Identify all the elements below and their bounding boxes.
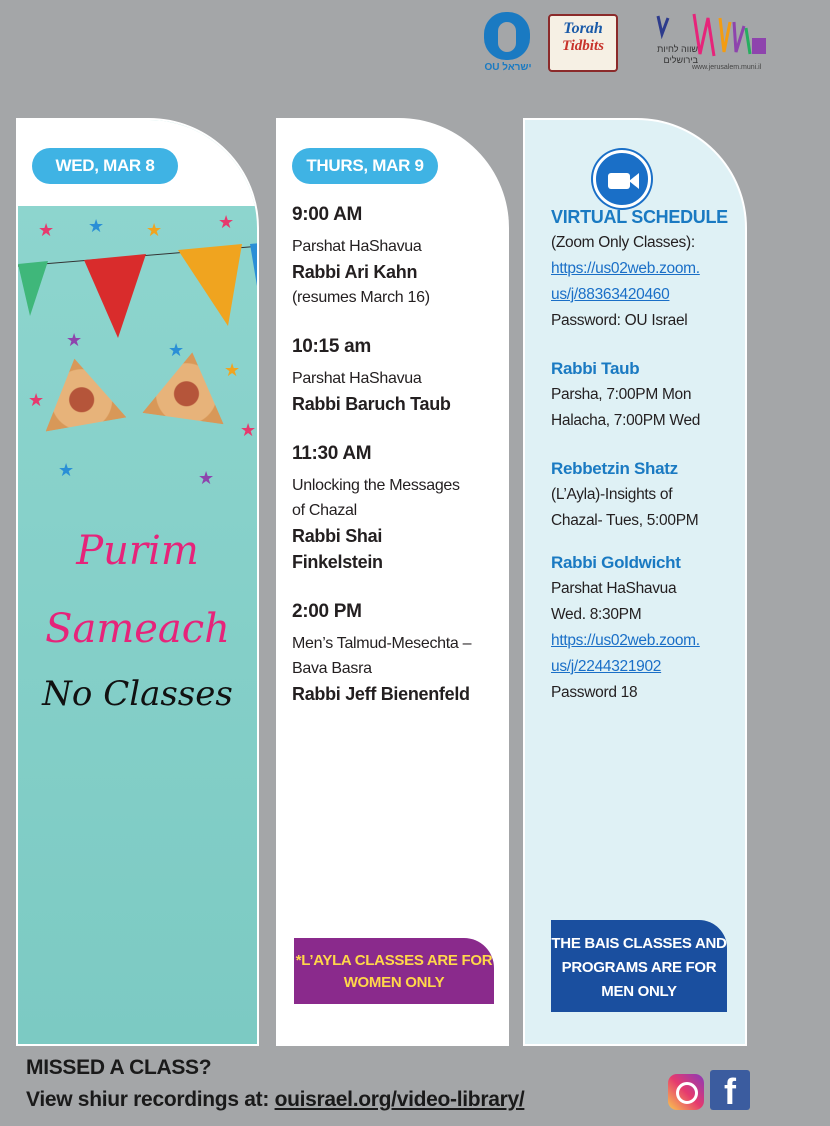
rebbetzin-shatz-line2: Chazal- Tues, 5:00PM	[551, 512, 699, 529]
recordings-line	[26, 1084, 524, 1116]
class-slot	[292, 204, 502, 310]
missed-class-heading: MISSED A CLASS?	[26, 1056, 212, 1079]
class-time: 9:00 AM	[292, 204, 363, 225]
zoom-link-goldwicht-line2: us/j/2244321902	[551, 658, 662, 675]
rebbetzin-shatz-heading: Rebbetzin Shatz	[551, 459, 678, 478]
virtual-schedule-title: VIRTUAL SCHEDULE	[551, 207, 728, 227]
class-topic-line2: Bava Basra	[292, 660, 372, 677]
class-topic-line2: of Chazal	[292, 502, 357, 519]
svg-text:★: ★	[28, 390, 45, 410]
svg-text:★: ★	[88, 216, 105, 236]
camera-lens	[629, 173, 639, 189]
class-topic: Parshat HaShavua	[292, 238, 422, 255]
svg-text:★: ★	[224, 360, 241, 380]
class-topic-line1: Unlocking the Messages	[292, 477, 460, 494]
svg-text:★: ★	[168, 340, 185, 360]
jerusalem-municipality-logo	[642, 8, 772, 76]
jerusalem-hebrew-line1: שווה לחיות	[657, 44, 698, 54]
svg-text:★: ★	[146, 220, 163, 240]
class-slot	[292, 443, 502, 575]
instagram-icon[interactable]	[668, 1074, 704, 1110]
class-teacher: Rabbi Jeff Bienenfeld	[292, 684, 470, 704]
rabbi-taub-halacha: Halacha, 7:00PM Wed	[551, 412, 701, 429]
torah-tidbits-logo	[548, 14, 618, 72]
zoom-link-goldwicht[interactable]	[551, 628, 741, 680]
rabbi-goldwicht-heading: Rabbi Goldwicht	[551, 553, 681, 572]
recordings-prefix: View shiur recordings at:	[26, 1088, 275, 1111]
wednesday-date-pill: WED, MAR 8	[32, 148, 178, 184]
zoom-link-main-line1: https://us02web.zoom.	[551, 260, 700, 277]
rebbetzin-shatz-line1: (L’Ayla)-Insights of	[551, 486, 673, 503]
rabbi-taub-heading: Rabbi Taub	[551, 359, 640, 378]
rabbi-goldwicht-time: Wed. 8:30PM	[551, 606, 642, 623]
zoom-password-main: Password: OU Israel	[551, 312, 688, 329]
zoom-link-goldwicht-line1: https://us02web.zoom.	[551, 632, 700, 649]
video-library-link[interactable]: ouisrael.org/video-library/	[274, 1088, 525, 1111]
zoom-link-main-line2: us/j/88363420460	[551, 286, 670, 303]
class-topic: Parshat HaShavua	[292, 370, 422, 387]
thursday-schedule	[292, 204, 502, 733]
thursday-column	[276, 118, 509, 1046]
ou-logo-text: OU ישראל	[484, 62, 532, 73]
purim-greeting-line2: Sameach	[45, 606, 230, 652]
wednesday-column	[16, 118, 259, 1046]
class-slot	[292, 601, 502, 707]
jerusalem-logo-hebrew	[642, 44, 698, 66]
class-teacher-line2: Finkelstein	[292, 552, 383, 572]
facebook-icon[interactable]: f	[710, 1070, 750, 1110]
zoom-password-goldwicht: Password 18	[551, 684, 638, 701]
logo-strip	[482, 8, 772, 78]
jerusalem-website: www.jerusalem.muni.il	[692, 64, 762, 71]
rabbi-goldwicht-topic: Parshat HaShavua	[551, 580, 677, 597]
torah-logo-text: Torah	[563, 20, 603, 37]
svg-text:★: ★	[240, 420, 257, 440]
tidbits-logo-text: Tidbits	[562, 38, 604, 54]
jerusalem-hebrew-line2: בירושלים	[663, 55, 698, 65]
video-camera-icon	[593, 150, 651, 208]
svg-text:★: ★	[38, 220, 55, 240]
class-slot	[292, 336, 502, 417]
class-teacher: Rabbi Baruch Taub	[292, 394, 451, 414]
no-classes-text: No Classes	[42, 674, 233, 714]
ou-mark	[484, 12, 530, 60]
men-only-notice: THE BAIS CLASSES AND PROGRAMS ARE FOR MEN ONLY	[551, 920, 727, 1012]
class-time: 11:30 AM	[292, 443, 372, 464]
class-note: (resumes March 16)	[292, 289, 430, 306]
rabbi-taub-parsha: Parsha, 7:00PM Mon	[551, 386, 692, 403]
virtual-schedule	[551, 204, 741, 706]
class-topic-line1: Men’s Talmud-Mesechta –	[292, 635, 472, 652]
svg-text:★: ★	[58, 460, 75, 480]
svg-text:★: ★	[198, 468, 215, 488]
virtual-schedule-subtitle: (Zoom Only Classes):	[551, 234, 695, 251]
camera-body	[608, 173, 630, 189]
class-teacher-line1: Rabbi Shai	[292, 526, 383, 546]
virtual-schedule-column	[523, 118, 747, 1046]
class-time: 10:15 am	[292, 336, 371, 357]
zoom-link-main[interactable]	[551, 256, 741, 308]
svg-text:★: ★	[66, 330, 83, 350]
purim-greeting-line1: Purim	[76, 528, 199, 574]
thursday-date-pill: THURS, MAR 9	[292, 148, 438, 184]
class-time: 2:00 PM	[292, 601, 362, 622]
recordings-footer	[26, 1052, 524, 1116]
svg-text:★: ★	[218, 212, 235, 232]
ou-israel-logo	[482, 12, 534, 76]
class-teacher: Rabbi Ari Kahn	[292, 262, 418, 282]
women-only-notice: *L’AYLA CLASSES ARE FOR WOMEN ONLY	[294, 938, 494, 1004]
